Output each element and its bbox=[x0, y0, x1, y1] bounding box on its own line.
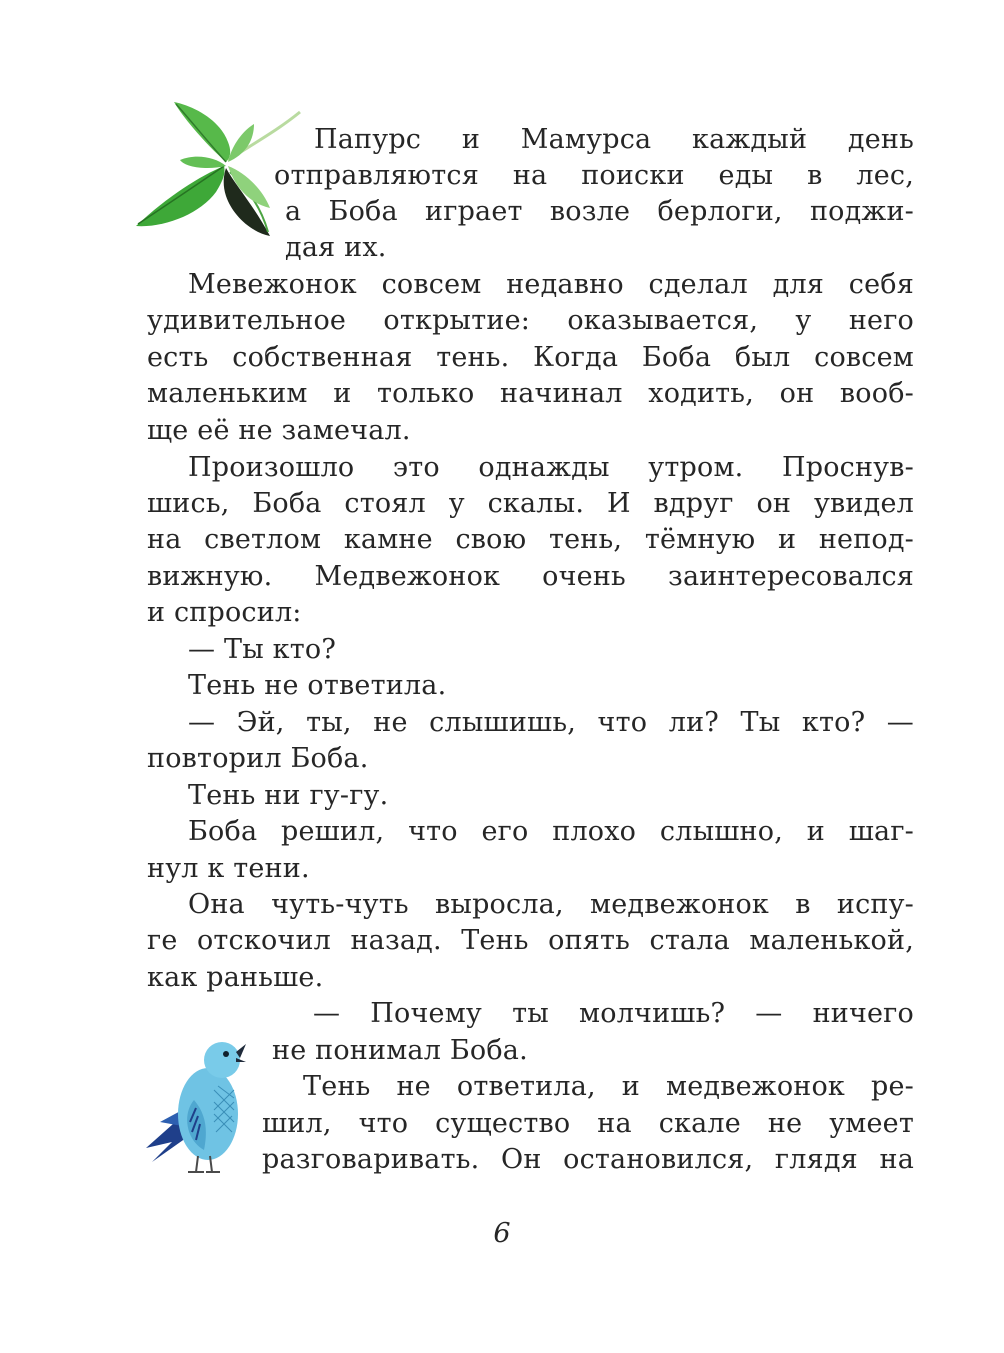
text-line-14: и спросил: bbox=[147, 597, 302, 628]
text-line-15: — Ты кто? bbox=[188, 634, 337, 665]
text-line-11: шись, Боба стоял у скалы. И вдруг он увидел bbox=[147, 488, 914, 519]
text-line-18: повторил Боба. bbox=[147, 743, 369, 774]
text-line-7: есть собственная тень. Когда Боба был совсем bbox=[147, 342, 914, 373]
text-line-28: шил, что существо на скале не умеет bbox=[262, 1108, 914, 1139]
text-line-23: ге отскочил назад. Тень опять стала маленькой, bbox=[147, 925, 914, 956]
text-line-24: как раньше. bbox=[147, 962, 324, 993]
text-line-2: отправляются на поиски еды в лес, bbox=[274, 160, 914, 191]
text-line-17: — Эй, ты, не слышишь, что ли? Ты кто? — bbox=[188, 707, 914, 738]
text-line-21: нул к тени. bbox=[147, 853, 310, 884]
text-line-26: не понимал Боба. bbox=[272, 1035, 528, 1066]
text-line-10: Произошло это однажды утром. Проснув- bbox=[188, 452, 914, 483]
bird-illustration bbox=[142, 1030, 254, 1178]
text-line-13: вижную. Медвежонок очень заинтересовался bbox=[147, 561, 914, 592]
text-line-22: Она чуть-чуть выросла, медвежонок в испу- bbox=[188, 889, 914, 920]
text-line-20: Боба решил, что его плохо слышно, и шаг- bbox=[188, 816, 914, 847]
text-line-25: — Почему ты молчишь? — ничего bbox=[313, 998, 914, 1029]
page-number: 6 bbox=[493, 1218, 511, 1249]
text-line-6: удивительное открытие: оказывается, у него bbox=[147, 305, 914, 336]
text-line-19: Тень ни гу-гу. bbox=[188, 780, 389, 811]
text-line-9: ще её не замечал. bbox=[147, 415, 411, 446]
text-line-27: Тень не ответила, и медвежонок ре- bbox=[303, 1071, 914, 1102]
text-line-3: а Боба играет возле берлоги, поджи- bbox=[285, 196, 914, 227]
text-line-12: на светлом камне свою тень, тёмную и непод- bbox=[147, 524, 914, 555]
text-line-16: Тень не ответила. bbox=[188, 670, 447, 701]
text-line-5: Мевежонок совсем недавно сделал для себя bbox=[188, 269, 914, 300]
text-line-29: разговаривать. Он остановился, глядя на bbox=[262, 1144, 914, 1175]
text-line-8: маленьким и только начинал ходить, он вооб- bbox=[147, 378, 914, 409]
text-line-4: дая их. bbox=[285, 232, 387, 263]
text-line-1: Папурс и Мамурса каждый день bbox=[314, 124, 914, 155]
